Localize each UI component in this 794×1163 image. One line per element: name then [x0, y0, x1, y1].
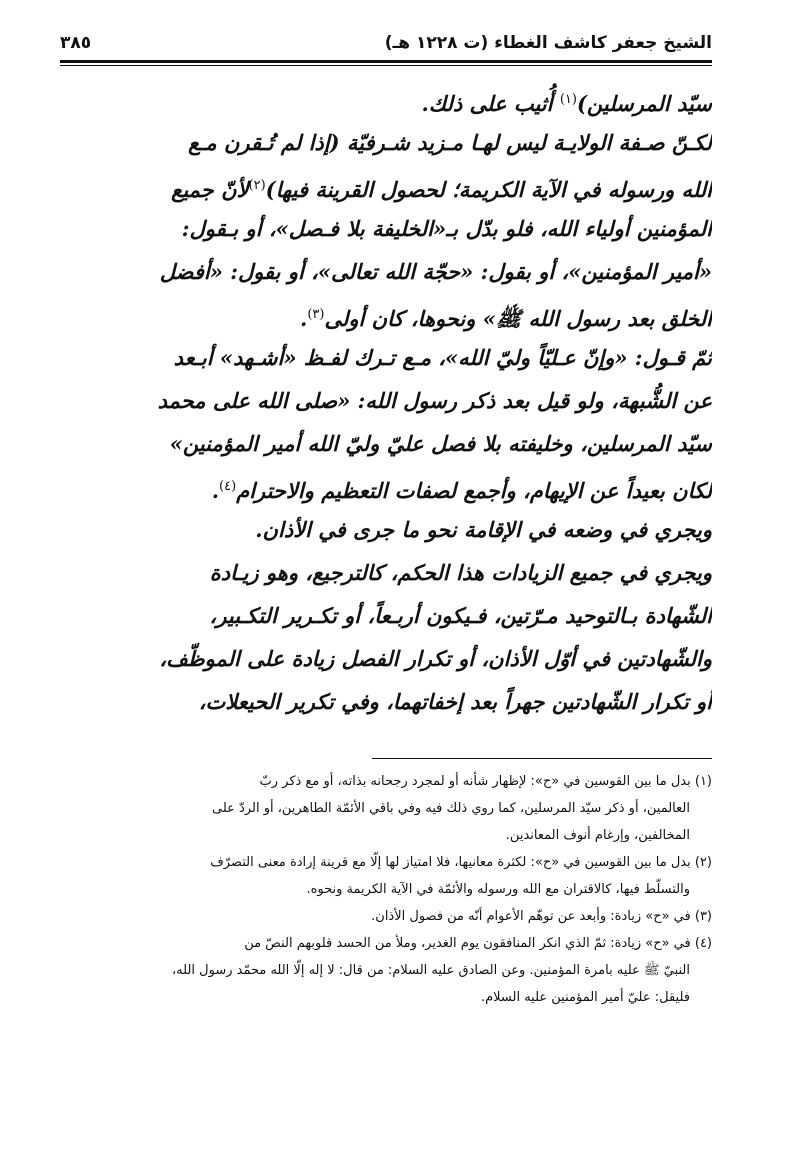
text-line-5: «أمير المؤمنين»، أو بقول: «حجّة الله تعالى»، أو بقول: «أفضل [159, 259, 712, 284]
footnote-marker-2[interactable]: (٢) [248, 178, 266, 193]
text-line-13: الشّهادة بـالتوحيد مـرّتين، فـيكون أربـعاً، أو تكـرير التكـبير، [209, 603, 712, 628]
running-title: الشيخ جعفر كاشف الغطاء (ت ١٢٢٨ هـ) [384, 33, 712, 53]
footnote-separator [372, 758, 712, 759]
text-line-2: لكـنّ صـفة الولايـة ليس لهـا مـزيد شـرفيّة (إذا لم تُـقرن مـع [188, 130, 712, 155]
footnote-marker-1[interactable]: (١) [559, 92, 577, 107]
main-text [85, 78, 712, 723]
footnote-4-line-3: فليقل: عليّ أمير المؤمنين عليه السلام. [480, 990, 690, 1005]
text-line-4: المؤمنين أولياء الله، فلو بدّل بـ«الخليفة بلا فـصل»، أو بـقول: [181, 216, 712, 241]
text-line-8: عن الشُّبهة، ولو قيل بعد ذكر رسول الله: «صلى الله على محمد [157, 388, 712, 413]
text-line-9: سيّد المرسلين، وخليفته بلا فصل عليّ وليّ الله أمير المؤمنين» [169, 431, 712, 456]
footnote-3-line-1: (٣) في «ح» زيادة: وأبعد عن توهّم الأعوام أنّه من فصول الأذان. [371, 909, 712, 924]
text-line-3: الله ورسوله في الآية الكريمة؛ لحصول القرينة فيها)$^{(٢)}$لأنّ جميع [171, 177, 712, 202]
text-line-10: لكان بعيداً عن الإيهام، وأجمع لصفات التعظيم والاحترام$^{(٤)}$. [211, 478, 712, 503]
header-rule-thin [60, 65, 712, 66]
footnote-2-line-1: (٢) بدل ما بين القوسين في «ح»: لكثرة معانيها، فلا امتياز لها إلّا مع قرينة إرادة معنى التصرّف [210, 855, 712, 870]
text-line-14: والشّهادتين في أوّل الأذان، أو تكرار الفصل زيادة على الموظّف، [159, 646, 712, 671]
footnote-4-line-2: النبيّ ﷺ عليه بامرة المؤمنين. وعن الصادق عليه السلام: من قال: لا إله إلّا الله محمّد رسول الله، [171, 963, 690, 978]
footnote-4-line-1: (٤) في «ح» زيادة: ثمّ الذي انكر المنافقون يوم الغدير، وملأ من الحسد قلوبهم النصّ من [244, 936, 712, 951]
running-header [60, 33, 712, 59]
text-line-6: الخلق بعد رسول الله ﷺ» ونحوها، كان أولى$^{(٣)}$. [300, 306, 712, 331]
header-rule-thick [60, 60, 712, 63]
text-line-11: ويجري في وضعه في الإقامة نحو ما جرى في الأذان. [255, 517, 712, 542]
footnote-2-line-2: والتسلّط فيها، كالاقتران مع الله ورسوله والأئمّة في الآية الكريمة ونحوه. [306, 882, 690, 897]
footnotes [85, 768, 712, 1011]
text-line-7: ثمّ قـول: «وإنّ عـليّاً وليّ الله»، مـع تـرك لفـظ «أشـهد» أبـعد [173, 345, 712, 370]
footnote-1-line-3: المخالفين، وإرغام أنوف المعاندين. [505, 828, 690, 843]
footnote-marker-3[interactable]: (٣) [307, 307, 325, 322]
page-number: ٣٨٥ [60, 33, 92, 53]
text-line-1: سيّد المرسلين)$^{(١)}$ أُثيب على ذلك. [421, 91, 712, 116]
text-line-15: أو تكرار الشّهادتين جهراً بعد إخفاتهما، وفي تكرير الحيعلات، [198, 689, 712, 714]
footnote-1-line-2: العالمين، أو ذكر سيّد المرسلين، كما روي ذلك فيه وفي باقي الأئمّة الطاهرين، أو الردّ على [212, 801, 690, 816]
footnote-marker-4[interactable]: (٤) [219, 479, 237, 494]
text-line-12: ويجري في جميع الزيادات هذا الحكم، كالترجيع، وهو زيـادة [209, 560, 712, 585]
footnote-1-line-1: (١) بدل ما بين القوسين في «ح»: لإظهار شأنه أو لمجرد رجحانه بذاته، أو مع ذكر ربّ [259, 774, 712, 789]
